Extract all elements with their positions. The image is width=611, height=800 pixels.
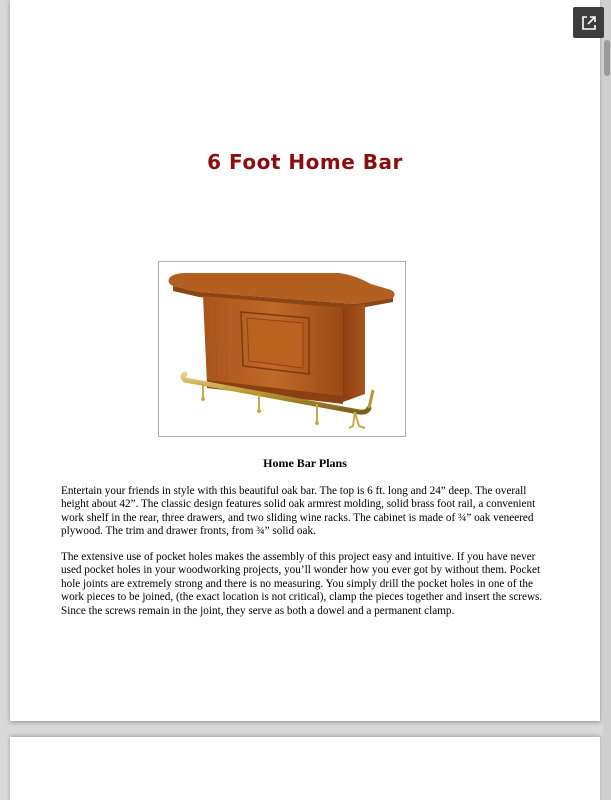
home-bar-photo — [158, 261, 406, 437]
popout-button[interactable] — [573, 7, 604, 38]
home-bar-illustration — [159, 262, 405, 436]
paragraph-pocket-holes: The extensive use of pocket holes makes the assembly of this project easy and intuitive. If you have never used pocket holes in your woodworking projects, you’ll wonder how you ever got by without them. Pocket hole joints are extremely strong and there is no measuring. You simply drill the pocket holes in one of the work pieces to be joined, (the exact location is not critical), clamp the pieces together and insert the screws. Since the screws remain in the joint, they serve as both a dowel and a permanent clamp. — [61, 551, 543, 617]
next-page — [10, 737, 600, 800]
paragraph-intro: Entertain your friends in style with this beautiful oak bar. The top is 6 ft. long and 24” deep. The overall height about 42”. The classic design features solid oak armrest molding, solid brass foot rail, a convenient work shelf in the rear, three drawers, and two sliding wine racks. The cabinet is made of ¾” oak veneered plywood. The trim and drawer fronts, from ¾” solid oak. — [61, 485, 536, 538]
open-in-new-icon — [581, 15, 597, 31]
figure-caption: Home Bar Plans — [263, 456, 347, 470]
document-title: 6 Foot Home Bar — [207, 150, 403, 174]
vertical-scrollbar[interactable] — [603, 0, 611, 800]
document-page — [10, 0, 600, 721]
scrollbar-thumb[interactable] — [604, 40, 610, 76]
